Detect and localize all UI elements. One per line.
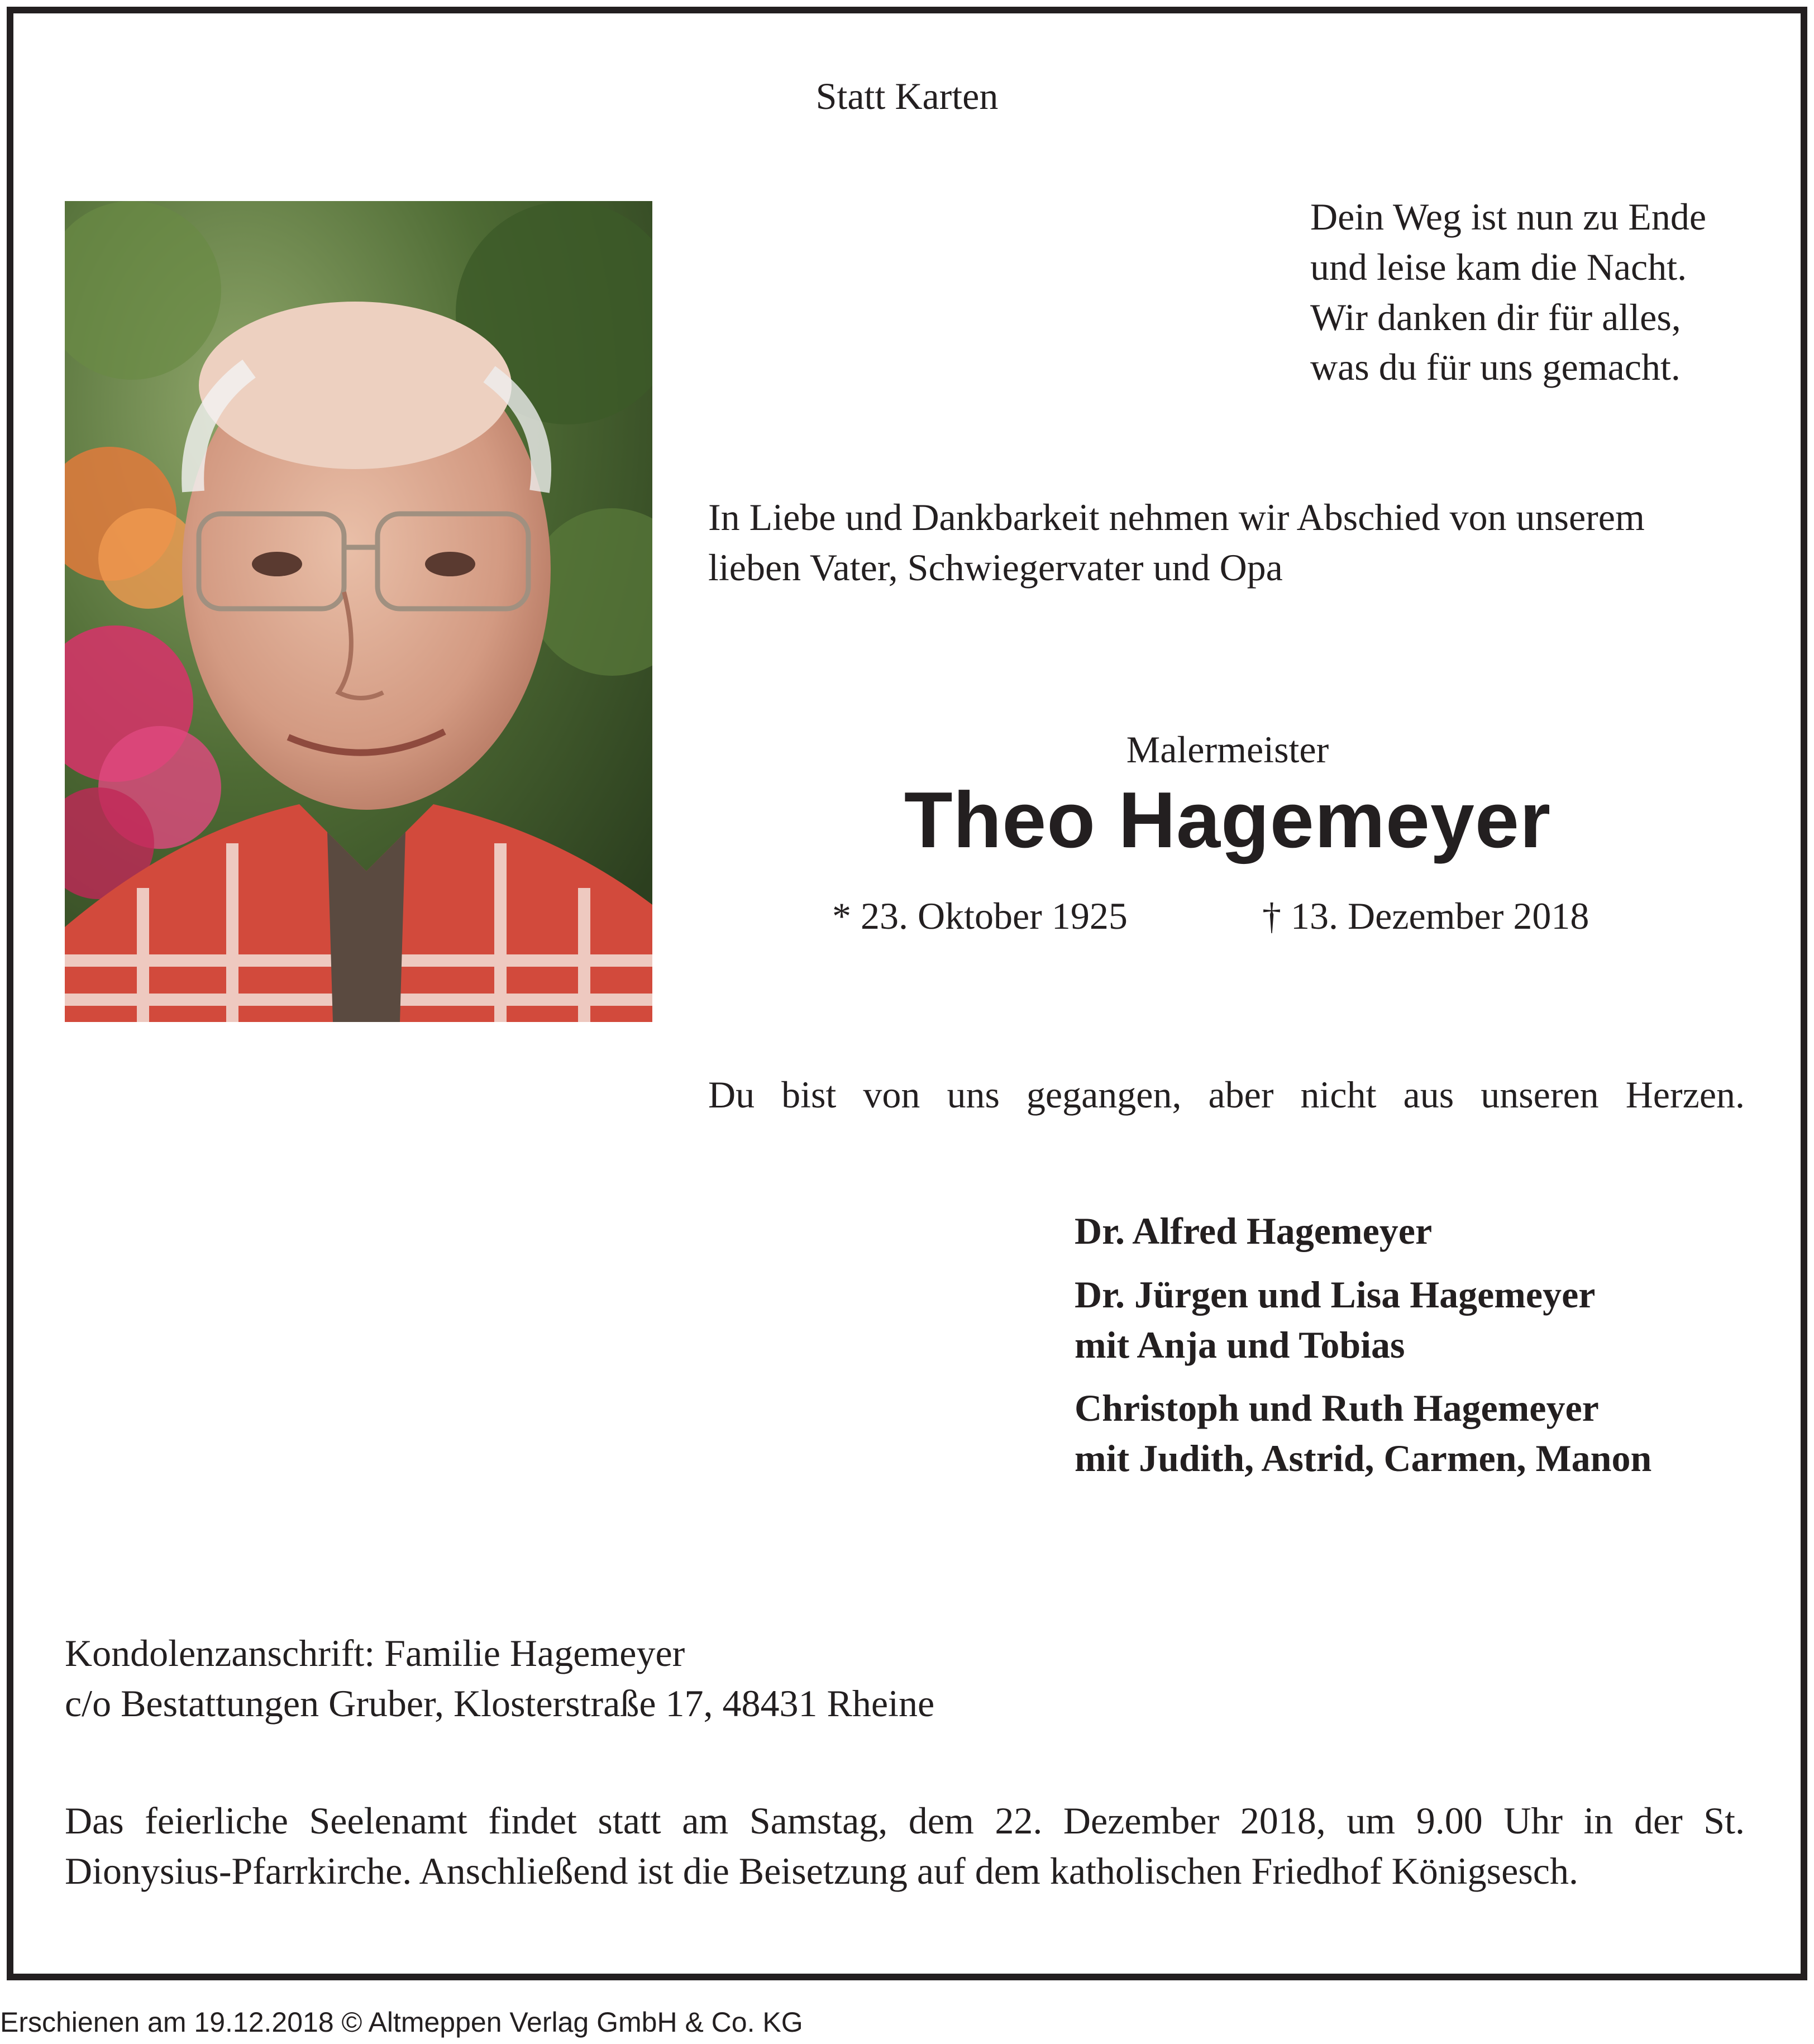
mourner-group <box>1075 1206 1651 1257</box>
profession: Malermeister <box>1126 728 1329 771</box>
poem <box>1310 192 1706 393</box>
publication-footer: Erschienen am 19.12.2018 © Altmeppen Verlag GmbH & Co. KG <box>0 2007 803 2038</box>
service-info <box>65 1796 1745 1897</box>
mourner-line: Dr. Jürgen und Lisa Hagemeyer <box>1075 1273 1596 1316</box>
statt-karten: Statt Karten <box>815 75 999 117</box>
mourner-group <box>1075 1270 1651 1370</box>
service-line: Das feierliche Seelenamt findet statt am Samstag, dem 22. Dezember 2018, um 9.00 Uhr in der St. <box>65 1799 1745 1842</box>
quote: Du bist von uns gegangen, aber nicht aus unseren Herzen. <box>708 1073 1745 1116</box>
intro-line: lieben Vater, Schwiegervater und Opa <box>708 546 1283 589</box>
mourner-line: Christoph und Ruth Hagemeyer <box>1075 1387 1599 1430</box>
poem-line: was du für uns gemacht. <box>1310 346 1681 389</box>
mourner-line: mit Judith, Astrid, Carmen, Manon <box>1075 1437 1652 1479</box>
birth-date: * 23. Oktober 1925 <box>832 895 1128 937</box>
mourner-line: mit Anja und Tobias <box>1075 1323 1405 1366</box>
condolence-line: c/o Bestattungen Gruber, Klosterstraße 17, 48431 Rheine <box>65 1682 935 1725</box>
poem-line: Wir danken dir für alles, <box>1310 295 1681 338</box>
mourner-line: Dr. Alfred Hagemeyer <box>1075 1210 1433 1252</box>
condolence-address <box>65 1628 934 1729</box>
deceased-name: Theo Hagemeyer <box>904 776 1552 865</box>
portrait-photo <box>65 201 652 1022</box>
poem-line: Dein Weg ist nun zu Ende <box>1310 195 1707 238</box>
condolence-line: Kondolenzanschrift: Familie Hagemeyer <box>65 1632 685 1674</box>
death-date: † 13. Dezember 2018 <box>1262 895 1589 937</box>
poem-line: und leise kam die Nacht. <box>1310 245 1687 288</box>
intro-line: In Liebe und Dankbarkeit nehmen wir Abschied von unserem <box>708 496 1645 538</box>
intro-text <box>708 493 1645 593</box>
mourner-group <box>1075 1383 1651 1484</box>
service-line: Dionysius-Pfarrkirche. Anschließend ist die Beisetzung auf dem katholischen Friedhof Königsesch. <box>65 1849 1578 1892</box>
portrait-illustration <box>65 201 652 1022</box>
mourners <box>1075 1206 1651 1484</box>
